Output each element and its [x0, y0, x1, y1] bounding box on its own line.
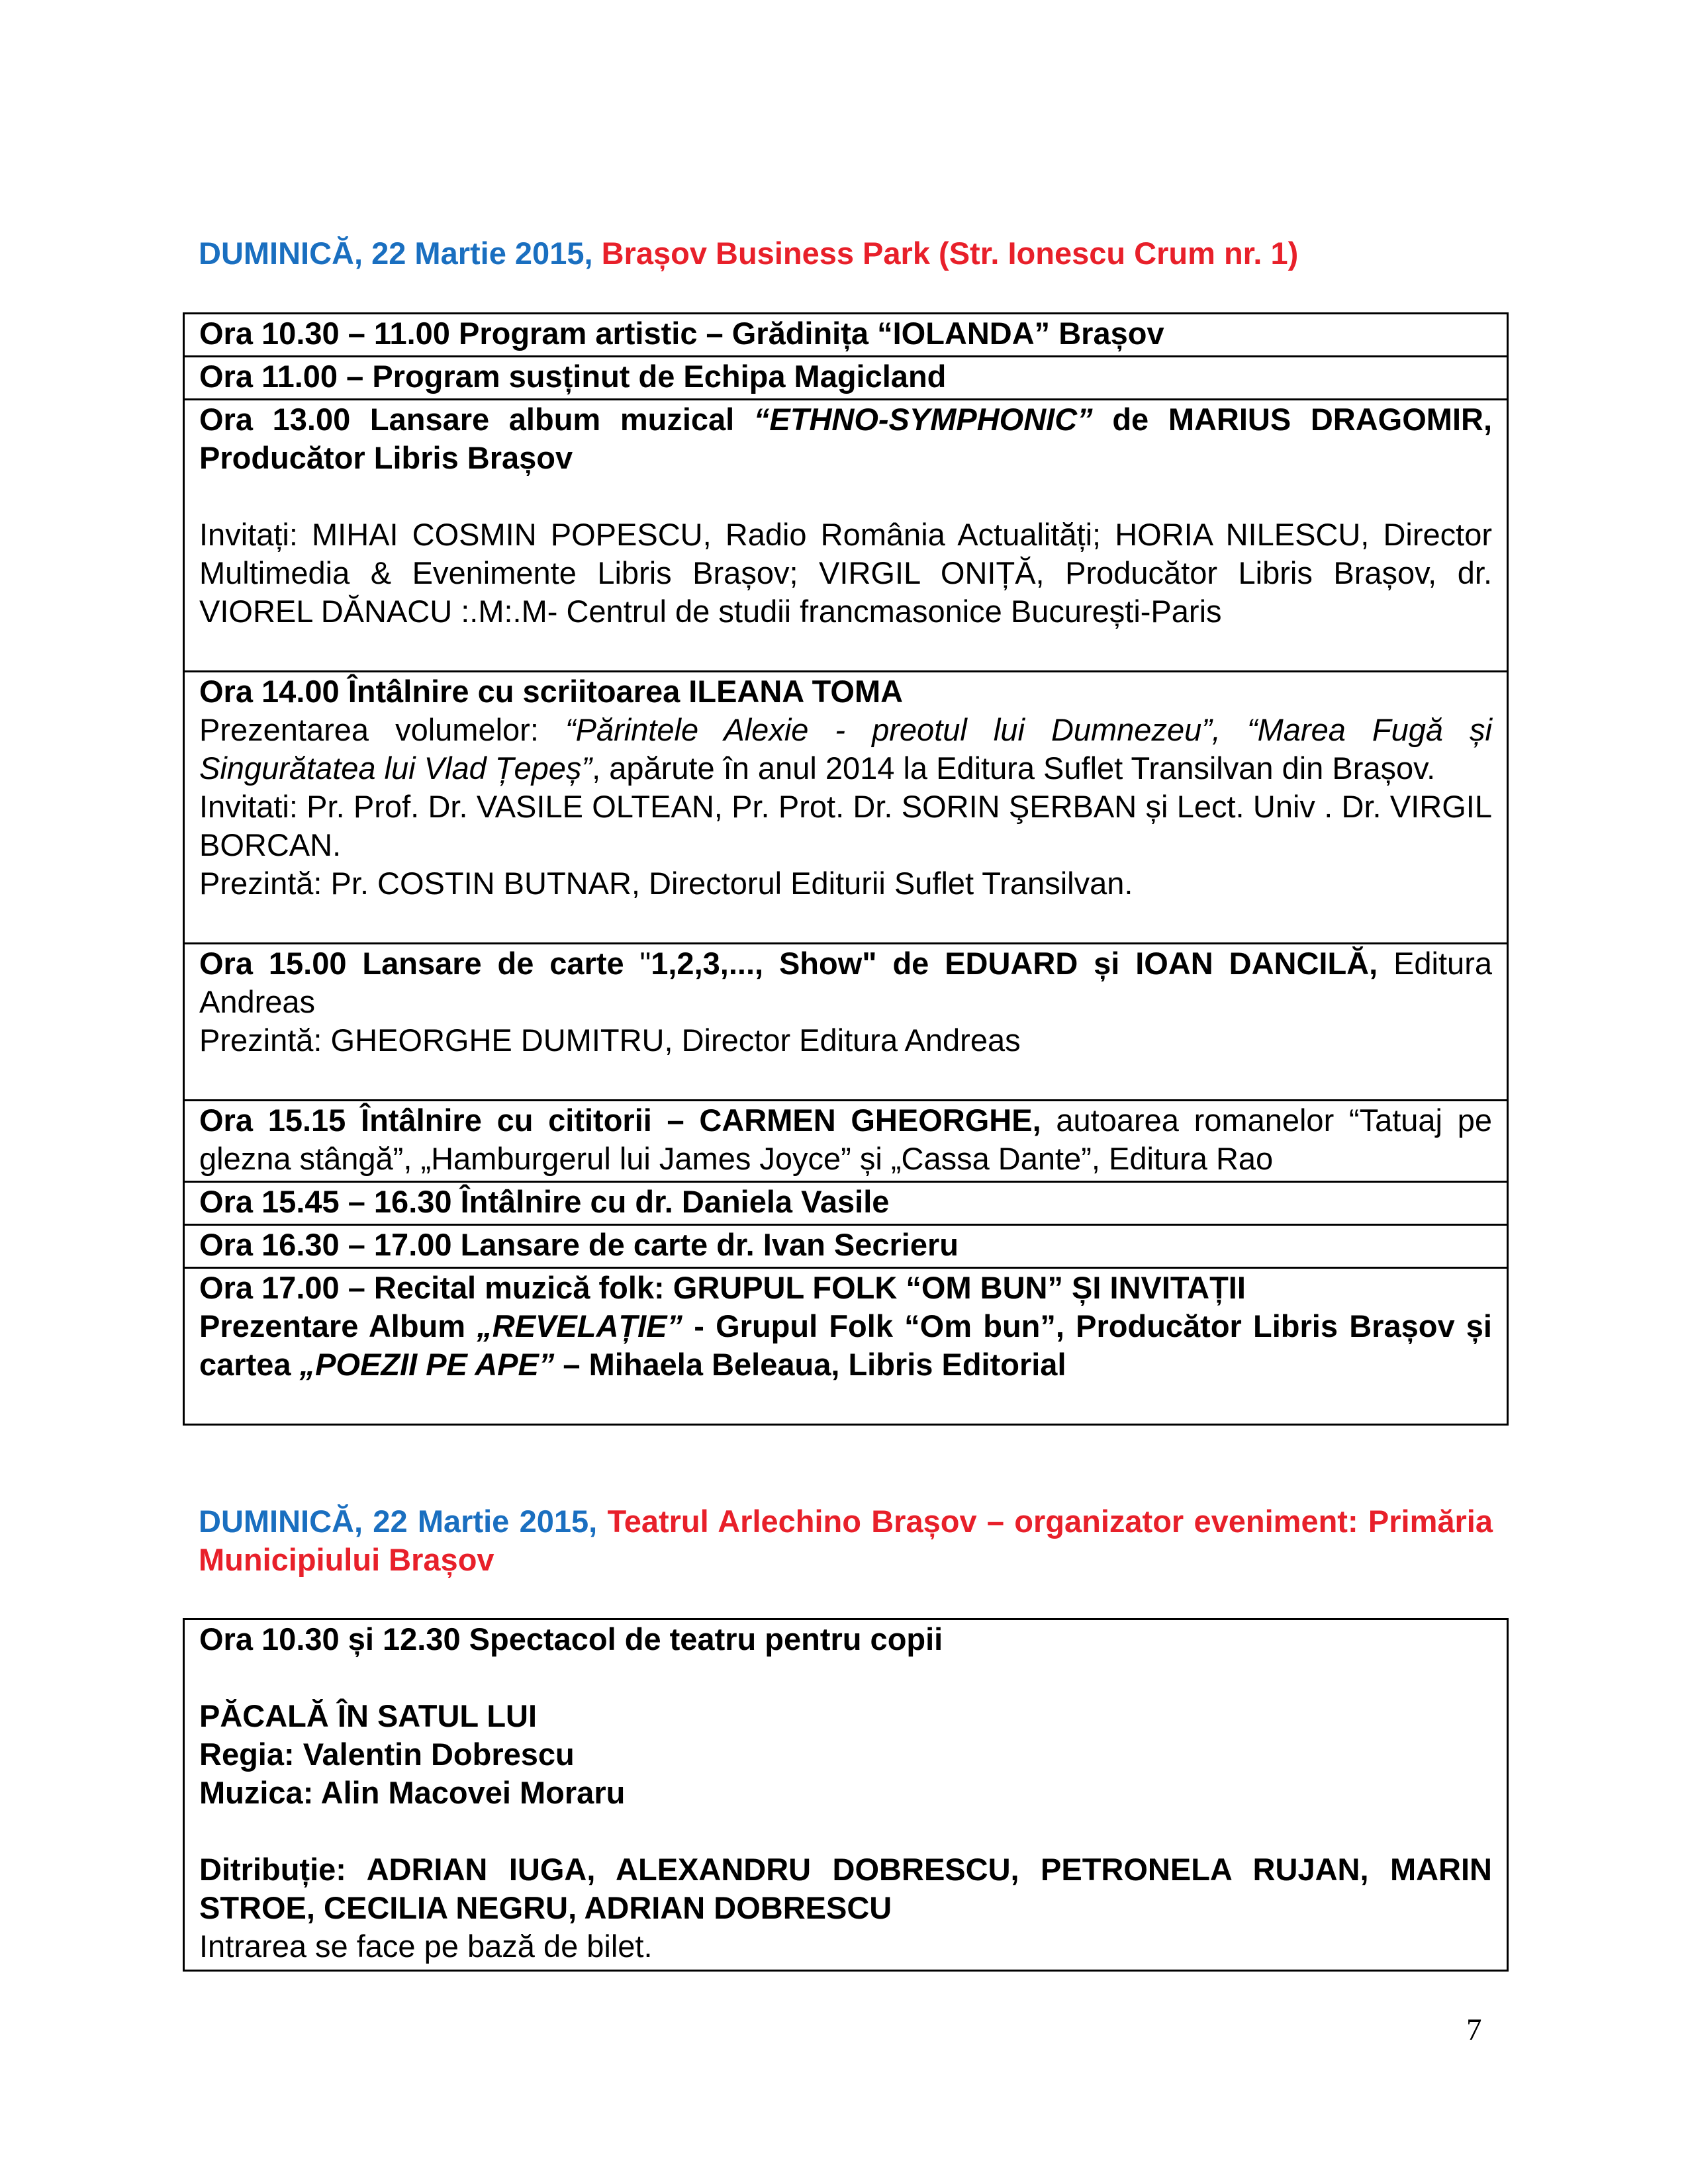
table-row	[184, 1182, 1508, 1225]
table-row	[184, 1268, 1508, 1425]
section-location: Brașov Business Park (Str. Ionescu Crum nr. 1)	[601, 236, 1299, 271]
entry-note: Intrarea se face pe bază de bilet.	[199, 1929, 653, 1964]
program-table-1	[183, 312, 1509, 1426]
event-guests: Invitați: MIHAI COSMIN POPESCU, Radio România Actualități; HORIA NILESCU, Director Multimedia & Evenimente Libris Brașov; VIRGIL ONIȚĂ, Producător Libris Brașov, dr. VIOREL DĂNACU :.M:.M- Centrul de studii francmasonice București-Paris	[199, 517, 1492, 629]
page-number: 7	[1466, 2013, 1482, 2047]
table-row	[184, 1101, 1508, 1182]
event-title: Ora 14.00 Întâlnire cu scriitoarea ILEANA TOMA	[199, 674, 904, 709]
event-cell: Ora 11.00 – Program susținut de Echipa Magicland	[184, 357, 1508, 400]
section-heading-2	[199, 1502, 1493, 1579]
event-title: Ora 15.15 Întâlnire cu cititorii – CARMEN GHEORGHE,	[199, 1103, 1041, 1138]
table-row	[184, 1619, 1508, 1971]
play-music: Muzica: Alin Macovei Moraru	[199, 1775, 626, 1810]
album-details: - Grupul Folk “Om bun”, Producător Libris Brașov și cartea	[199, 1308, 1492, 1382]
album-title: “ETHNO-SYMPHONIC”	[753, 402, 1093, 437]
table-row	[184, 1225, 1508, 1268]
book-title: 1,2,3,..., Show" de EDUARD și IOAN DANCILĂ,	[651, 946, 1378, 981]
table-row	[184, 314, 1508, 357]
table-row	[184, 672, 1508, 944]
table-row	[184, 944, 1508, 1101]
table-row	[184, 357, 1508, 400]
event-cell: Ora 15.45 – 16.30 Întâlnire cu dr. Daniela Vasile	[184, 1182, 1508, 1225]
event-cell: Ora 16.30 – 17.00 Lansare de carte dr. Ivan Secrieru	[184, 1225, 1508, 1268]
play-cast: Ditribuție: ADRIAN IUGA, ALEXANDRU DOBRESCU, PETRONELA RUJAN, MARIN STROE, CECILIA NEGRU, ADRIAN DOBRESCU	[199, 1852, 1492, 1925]
quote-mark: "	[639, 946, 651, 981]
table-row	[184, 400, 1508, 672]
volumes-publisher: , apărute în anul 2014 la Editura Suflet Transilvan din Brașov.	[592, 751, 1436, 786]
event-guests: Invitati: Pr. Prof. Dr. VASILE OLTEAN, Pr. Prot. Dr. SORIN ŞERBAN și Lect. Univ . Dr. VIRGIL BORCAN.	[199, 789, 1492, 862]
event-title: Ora 15.00 Lansare de carte	[199, 946, 640, 981]
book-details: – Mihaela Beleaua, Libris Editorial	[554, 1347, 1066, 1382]
volume-titles: “Părintele Alexie - preotul lui Dumnezeu”, “Marea Fugă și Singurătatea lui Vlad Țepeș”	[199, 712, 1493, 786]
event-cell	[184, 1101, 1508, 1182]
play-director: Regia: Valentin Dobrescu	[199, 1737, 575, 1772]
event-host: Prezintă: GHEORGHE DUMITRU, Director Editura Andreas	[199, 1023, 1021, 1058]
album-title: „REVELAȚIE”	[477, 1308, 683, 1343]
event-cell: Ora 10.30 – 11.00 Program artistic – Grădinița “IOLANDA” Brașov	[184, 314, 1508, 357]
section-date: DUMINICĂ, 22 Martie 2015,	[199, 1504, 598, 1539]
event-host: Prezintă: Pr. COSTIN BUTNAR, Directorul Editurii Suflet Transilvan.	[199, 866, 1133, 901]
program-table-2	[183, 1618, 1509, 1972]
event-title: Ora 13.00 Lansare album muzical	[199, 402, 754, 437]
event-cell	[184, 672, 1508, 944]
book-title: „POEZII PE APE”	[299, 1347, 555, 1382]
event-cell	[184, 1268, 1508, 1425]
event-title-end: de MARIUS DRAGOMIR, Producător Libris Brașov	[199, 402, 1492, 475]
section-heading-1	[199, 234, 1493, 273]
publisher: Editura Andreas	[199, 946, 1492, 1019]
section-date: DUMINICĂ, 22 Martie 2015,	[199, 236, 593, 271]
album-intro: Prezentare Album	[199, 1308, 477, 1343]
play-title: PĂCALĂ ÎN SATUL LUI	[199, 1698, 538, 1733]
event-cell	[184, 1619, 1508, 1971]
event-cell	[184, 944, 1508, 1101]
event-title: Ora 17.00 – Recital muzică folk: GRUPUL FOLK “OM BUN” ȘI INVITAȚII	[199, 1270, 1246, 1305]
event-description: autoarea romanelor “Tatuaj pe glezna stângă”, „Hamburgerul lui James Joyce” și „Cassa Dante”, Editura Rao	[199, 1103, 1492, 1176]
event-cell	[184, 400, 1508, 672]
event-title: Ora 10.30 și 12.30 Spectacol de teatru pentru copii	[199, 1621, 943, 1657]
volumes-intro: Prezentarea volumelor:	[199, 712, 565, 747]
section-location: Teatrul Arlechino Brașov – organizator eveniment: Primăria Municipiului Brașov	[199, 1504, 1493, 1577]
